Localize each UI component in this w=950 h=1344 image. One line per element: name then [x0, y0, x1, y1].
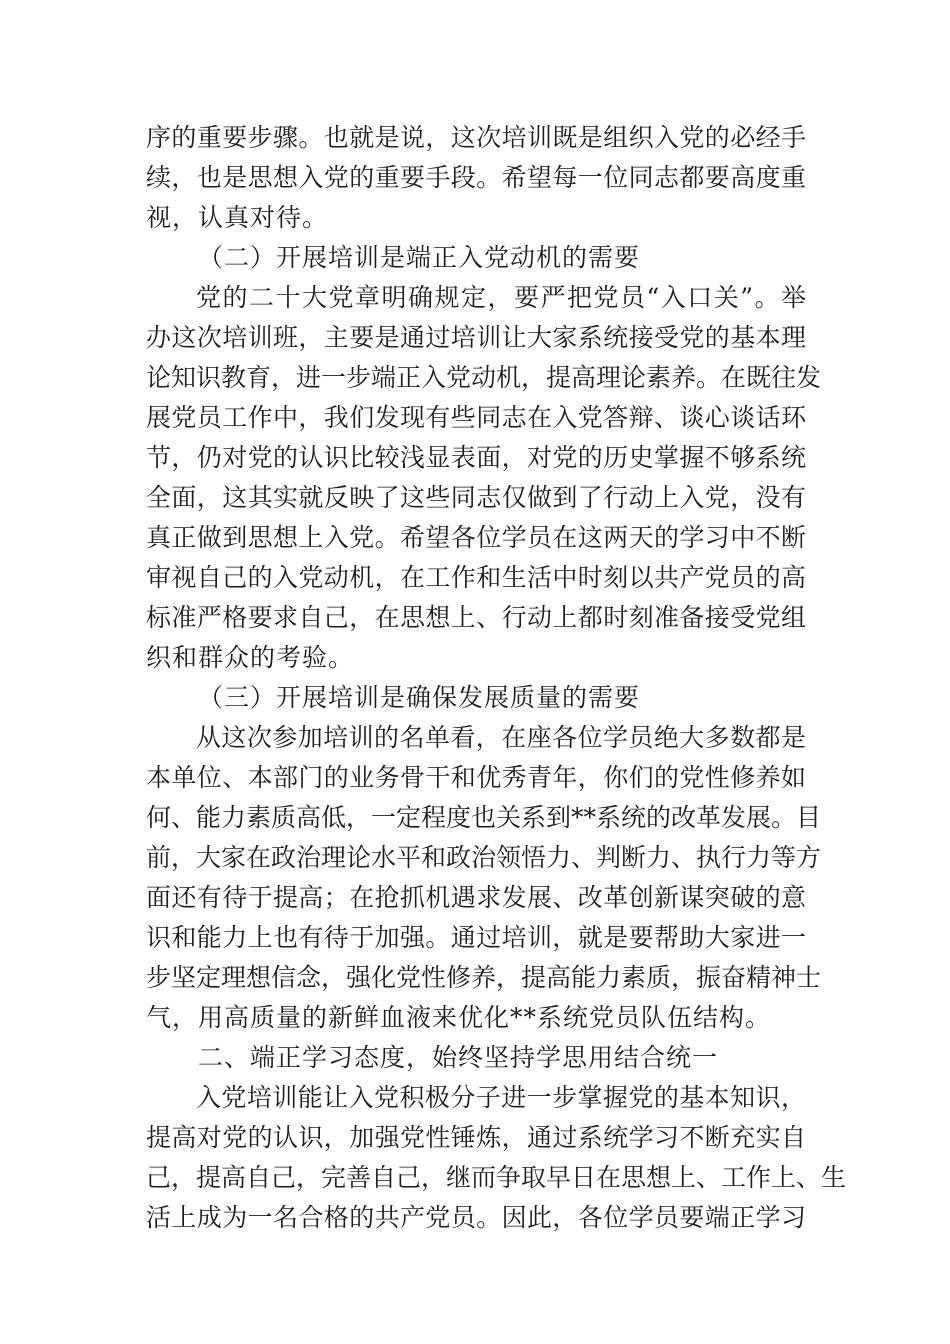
- body-line: 本单位、本部门的业务骨干和优秀青年，你们的党性修养如: [146, 763, 806, 792]
- body-line: 审视自己的入党动机，在工作和生活中时刻以共产党员的高: [146, 563, 806, 592]
- body-line: 面还有待于提高；在抢抓机遇求发展、改革创新谋突破的意: [146, 883, 806, 912]
- body-line: 己，提高自己，完善自己，继而争取早日在思想上、工作上、生: [146, 1163, 847, 1192]
- body-line: 步坚定理想信念，强化党性修养，提高能力素质，振奋精神士: [146, 963, 822, 992]
- paragraph-first-line: 入党培训能让入党积极分子进一步掌握党的基本知识，: [196, 1083, 806, 1112]
- body-line: 前，大家在政治理论水平和政治领悟力、判断力、执行力等方: [146, 843, 822, 872]
- body-line: 节，仍对党的认识比较浅显表面，对党的历史掌握不够系统: [146, 443, 806, 472]
- body-line: 气，用高质量的新鲜血液来优化**系统党员队伍结构。: [146, 1003, 772, 1032]
- body-line: 办这次培训班，主要是通过培训让大家系统接受党的基本理: [146, 323, 806, 352]
- body-line: 织和群众的考验。: [146, 643, 355, 672]
- paragraph-first-line: 党的二十大党章明确规定，要严把党员“入口关”。举: [196, 283, 806, 312]
- section-heading: （三）开展培训是确保发展质量的需要: [198, 683, 641, 712]
- body-line: 续，也是思想入党的重要手段。希望每一位同志都要高度重: [146, 163, 806, 192]
- body-line: 展党员工作中，我们发现有些同志在入党答辩、谈心谈话环: [146, 403, 806, 432]
- body-line: 提高对党的认识，加强党性锤炼，通过系统学习不断充实自: [146, 1123, 806, 1152]
- body-line: 论知识教育，进一步端正入党动机，提高理论素养。在既往发: [146, 363, 822, 392]
- body-line: 序的重要步骤。也就是说，这次培训既是组织入党的必经手: [146, 123, 806, 152]
- section-heading: 二、端正学习态度，始终坚持学思用结合统一: [198, 1043, 719, 1072]
- body-line: 标准严格要求自己，在思想上、行动上都时刻准备接受党组: [146, 603, 806, 632]
- section-heading: （二）开展培训是端正入党动机的需要: [198, 243, 641, 272]
- body-line: 活上成为一名合格的共产党员。因此，各位学员要端正学习: [146, 1203, 806, 1232]
- body-line: 全面，这其实就反映了这些同志仅做到了行动上入党，没有: [146, 483, 806, 512]
- body-line: 识和能力上也有待于加强。通过培训，就是要帮助大家进一: [146, 923, 806, 952]
- body-line: 何、能力素质高低，一定程度也关系到**系统的改革发展。目: [146, 803, 822, 832]
- body-line: 真正做到思想上入党。希望各位学员在这两天的学习中不断: [146, 523, 806, 552]
- paragraph-first-line: 从这次参加培训的名单看，在座各位学员绝大多数都是: [196, 723, 806, 752]
- body-line: 视，认真对待。: [146, 203, 329, 232]
